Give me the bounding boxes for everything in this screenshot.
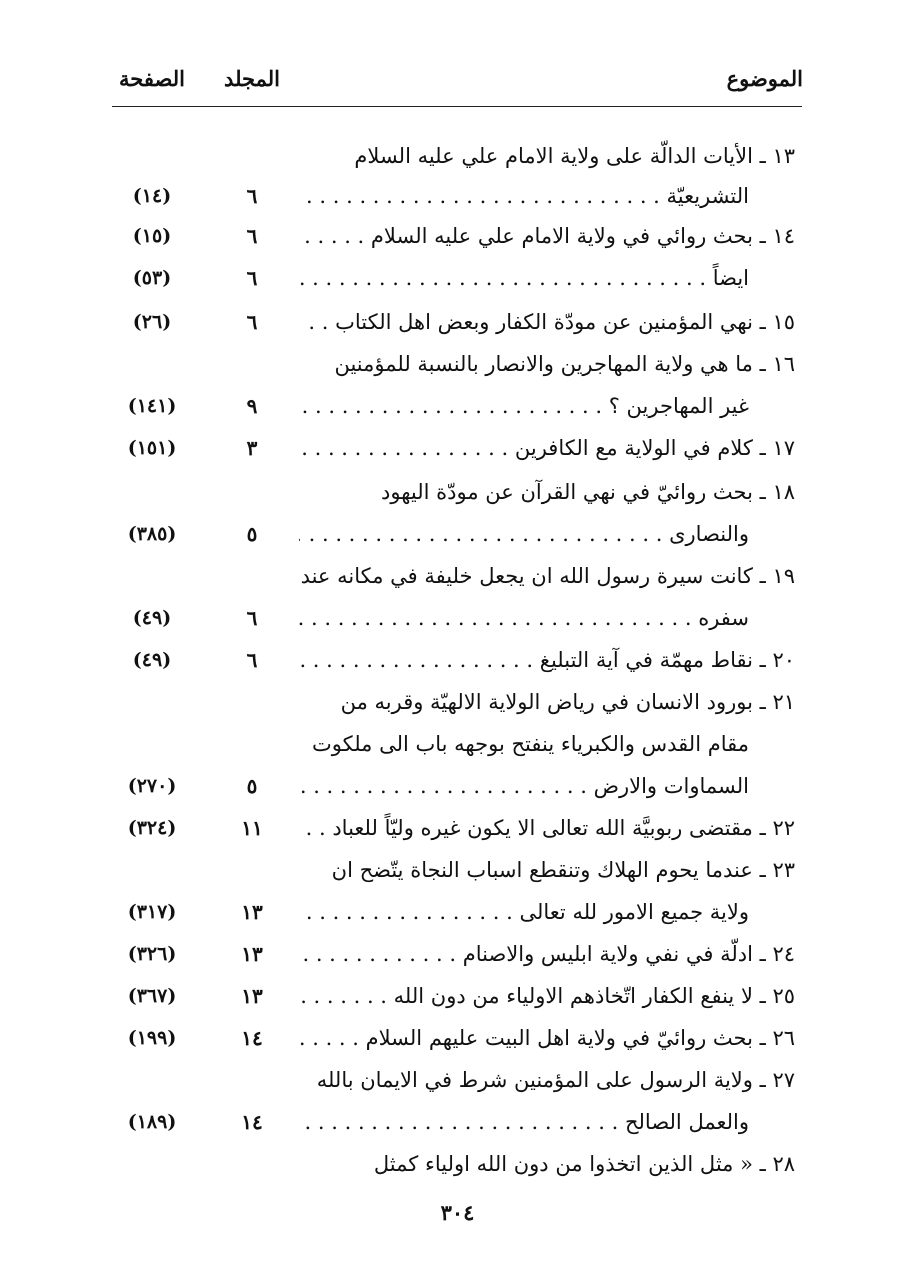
toc-page: (١٤) [132,185,172,207]
toc-volume [222,682,282,722]
toc-row [0,386,915,426]
toc-topic: ١٣ ـ الأيات الدالّة على ولاية الامام علي عليه السلام [354,144,795,168]
toc-row [0,428,915,468]
toc-volume: ٣ [246,436,258,460]
toc-page [102,136,202,176]
toc-page [102,850,202,890]
toc-row [0,808,915,848]
toc-volume [222,850,282,890]
toc-row [0,976,915,1016]
toc-topic: والنصارى . . . [299,514,749,554]
toc-page [102,344,202,384]
toc-volume: ١٣ [241,900,263,924]
toc-topic: ١٩ ـ كانت سيرة رسول الله ان يجعل خليفة في مكانه عند [300,564,795,588]
toc-page: (٣٦٧) [127,985,177,1007]
toc-page [102,1060,202,1100]
toc-row [0,176,915,216]
toc-page [102,724,202,764]
toc-row [0,892,915,932]
toc-row [0,724,915,764]
toc-topic: سفره . . . [299,598,749,638]
toc-volume: ١٣ [241,984,263,1008]
toc-row [0,216,915,256]
toc-row [0,682,915,722]
toc-row [0,136,915,176]
toc-topic: ٢٧ ـ ولاية الرسول على المؤمنين شرط في الايمان بالله [316,1068,795,1092]
toc-topic: ١٧ ـ كلام في الولاية مع الكافرين . . . [300,428,795,468]
toc-row [0,766,915,806]
toc-volume: ٥ [246,774,258,798]
toc-topic: ٢٠ ـ نقاط مهمّة في آية التبليغ . . . [300,640,795,680]
toc-topic: ١٦ ـ ما هي ولاية المهاجرين والانصار بالنسبة للمؤمنين [334,352,795,376]
toc-volume: ٦ [246,224,258,248]
toc-page: (٢٦) [132,311,172,333]
toc-row [0,1018,915,1058]
toc-topic: والعمل الصالح . . . [299,1102,749,1142]
toc-volume: ٥ [246,522,258,546]
toc-page: (١٤١) [127,395,177,417]
toc-row [0,1144,915,1184]
toc-topic: ٢١ ـ بورود الانسان في رياض الولاية الالهيّة وقربه من [340,690,795,714]
page-number: ٣٠٤ [440,1200,475,1225]
toc-volume [222,1144,282,1184]
header-topic: الموضوع [726,66,803,91]
toc-page [102,556,202,596]
toc-topic: غير المهاجرين ؟ . . . [299,386,749,426]
toc-row [0,934,915,974]
toc-volume [222,724,282,764]
toc-volume: ٩ [246,394,258,418]
toc-row [0,258,915,298]
toc-topic: ٢٦ ـ بحث روائيّ في ولاية اهل البيت عليهم السلام . . . [300,1018,795,1058]
toc-topic: ١٥ ـ نهي المؤمنين عن مودّة الكفار وبعض اهل الكتاب . . . [300,302,795,342]
toc-volume [222,556,282,596]
toc-page: (١٨٩) [127,1111,177,1133]
toc-volume: ٦ [246,648,258,672]
header-page: الصفحة [119,66,185,91]
toc-page: (٢٧٠) [127,775,177,797]
toc-row [0,640,915,680]
toc-topic: ٢٥ ـ لا ينفع الكفار اتّخاذهم الاولياء من دون الله . . . [300,976,795,1016]
toc-page [102,472,202,512]
toc-volume: ١٣ [241,942,263,966]
toc-volume [222,472,282,512]
toc-topic: ايضاً . . . [299,258,749,298]
toc-row [0,514,915,554]
header-rule [112,106,802,107]
toc-volume: ٦ [246,310,258,334]
toc-topic: مقام القدس والكبرياء ينفتح بوجهه باب الى ملكوت [311,732,749,756]
toc-page: (١٩٩) [127,1027,177,1049]
toc-topic: ١٤ ـ بحث روائي في ولاية الامام علي عليه السلام . . . [300,216,795,256]
toc-topic: السماوات والارض . . . [299,766,749,806]
toc-row [0,1102,915,1142]
toc-volume: ١٤ [241,1026,263,1050]
toc-volume: ٦ [246,606,258,630]
toc-volume: ١٤ [241,1110,263,1134]
toc-topic: ٢٣ ـ عندما يحوم الهلاك وتنقطع اسباب النجاة يتّضح ان [331,858,795,882]
toc-topic: ٢٤ ـ ادلّة في نفي ولاية ابليس والاصنام . . . [300,934,795,974]
toc-row [0,556,915,596]
toc-page [102,1144,202,1184]
toc-page: (٥٣) [132,267,172,289]
toc-row [0,850,915,890]
toc-row [0,472,915,512]
toc-page: (٤٩) [132,607,172,629]
toc-volume: ١١ [241,816,263,840]
toc-volume: ٦ [246,184,258,208]
toc-topic: ١٨ ـ بحث روائيّ في نهي القرآن عن مودّة اليهود [381,480,795,504]
toc-row [0,302,915,342]
toc-page: (٣٢٦) [127,943,177,965]
toc-page: (٤٩) [132,649,172,671]
toc-topic: التشريعيّة . . . [299,176,749,216]
toc-page: (٣١٧) [127,901,177,923]
toc-page: (٣٢٤) [127,817,177,839]
toc-page: (١٥) [132,225,172,247]
toc-topic: ٢٨ ـ « مثل الذين اتخذوا من دون الله اولياء كمثل [373,1152,795,1176]
toc-volume: ٦ [246,266,258,290]
toc-row [0,1060,915,1100]
header-volume: المجلد [224,66,280,91]
toc-volume [222,344,282,384]
toc-topic: ولاية جميع الامور لله تعالى . . . [299,892,749,932]
toc-page: (١٥١) [127,437,177,459]
toc-page [102,682,202,722]
toc-row [0,598,915,638]
toc-row [0,344,915,384]
toc-topic: ٢٢ ـ مقتضى ربوبيَّة الله تعالى الا يكون غيره وليّاً للعباد . . . [300,808,795,848]
toc-volume [222,1060,282,1100]
toc-volume [222,136,282,176]
toc-page: (٣٨٥) [127,523,177,545]
